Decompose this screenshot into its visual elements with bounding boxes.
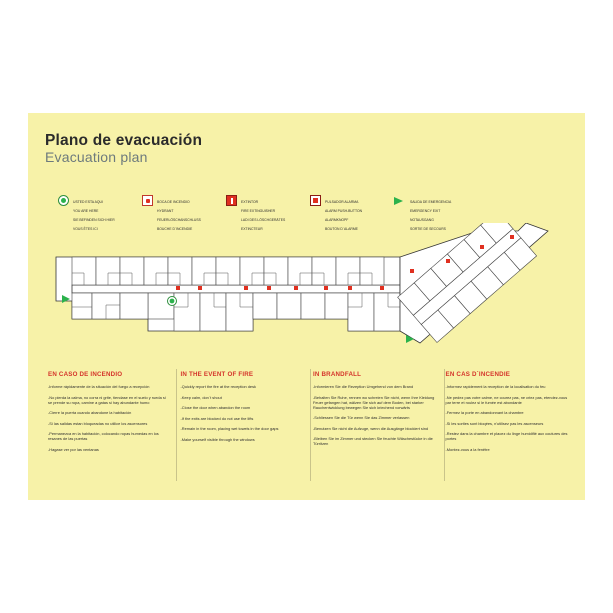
legend-line: SALIDA DE EMERGENCIA xyxy=(410,200,452,205)
emergency-exit-icon xyxy=(394,195,406,206)
instruction-item: -Hagase ver por las ventanas xyxy=(48,446,99,452)
instruction-item: -Fermez la porte en abandonnant la chambre xyxy=(445,410,524,415)
legend-line: BOUTON D´ALARME xyxy=(325,226,358,231)
you-are-here-icon xyxy=(58,195,69,206)
instruction-item: -No pierda la calma, no corra ni grite, tiendase en el suelo y rueda si se prende su ropa, camine a gatas si hay abundante humo xyxy=(48,394,166,405)
legend-line: ALARM PUSH-BUTTON xyxy=(325,209,363,214)
legend-line: VOUS ÊTES ICI xyxy=(73,226,98,231)
title-block xyxy=(45,132,202,165)
instructions-heading: EN CAS D´INCENDIE xyxy=(445,371,511,378)
instruction-item: -Permanezca en la habitación, colocando ropas humedas en los resanes de las puertas xyxy=(48,431,159,441)
legend-line: HYDRANT xyxy=(157,209,174,214)
instruction-item: -Cierre la puerta cuando abandone la habitación xyxy=(48,410,132,415)
instruction-item: -Remain in the room, placing wet towels in the door gaps xyxy=(180,426,279,431)
instruction-item: -Montez-vous a la fenêtre xyxy=(445,446,490,452)
you-are-here-marker xyxy=(168,297,177,306)
instructions-heading: IN BRANDFALL xyxy=(313,371,362,378)
legend-line: USTED ESTA AQUI xyxy=(73,200,103,205)
legend-line: EMERGENCY EXIT xyxy=(410,209,441,214)
legend-line: EXTINTOR xyxy=(241,200,259,205)
instructions-heading: IN THE EVENT OF FIRE xyxy=(180,371,254,378)
instructions-column-de xyxy=(313,371,436,457)
instructions-column-es xyxy=(48,371,171,457)
instruction-item: -Bleiben Sie im Zimmer und stecken Sie feuchte Wäschestücke in die Türritzen xyxy=(313,436,433,446)
hydrant-icon xyxy=(142,195,153,206)
legend-line: EXTINCTEUR xyxy=(241,226,263,231)
instruction-item: -Informe rápidamente de la situación del fuego a recepción xyxy=(48,384,150,389)
legend-line: BOCA DE INCENDIO xyxy=(157,200,190,205)
floor-plan xyxy=(48,223,568,368)
instructions-column-fr xyxy=(446,371,569,457)
legend-line: ALARMKNOPF xyxy=(325,218,349,223)
instruction-item: -Benutzen Sie nicht die Aufzuge, wenn die Ausgänge blockiert sind xyxy=(313,425,429,431)
instruction-item: -Close the door when abandon the room xyxy=(180,405,251,410)
fire-extinguisher-icon xyxy=(226,195,237,206)
page-title-es: Plano de evacuación xyxy=(45,132,203,149)
legend-line: LADI DES LÖSCHGERÄTES xyxy=(241,218,286,223)
instruction-item: -Restez dans la chambre et placez du linge humidifié aux coutures des portes xyxy=(445,431,568,441)
instruction-item: -Schliessen Sie die Tür wenn Sie das Zimmer verlassen xyxy=(313,415,410,420)
page-title-en: Evacuation plan xyxy=(45,149,148,165)
instruction-item: -Informieren Sie die Rezeption Umgehend von dem Brand xyxy=(313,384,414,389)
instructions-column-en xyxy=(181,371,304,457)
instruction-item: -Si les sorties sont bloqées, n'utilisez pas les ascenseurs xyxy=(445,420,544,426)
legend-line: SIE BEFINDEN SICH HIER xyxy=(73,218,115,223)
alarm-push-button-icon xyxy=(310,195,321,206)
instructions-heading: EN CASO DE INCENDIO xyxy=(48,371,123,378)
evacuation-plan-poster xyxy=(28,113,585,500)
instruction-item: -Make yourself visible through the windows xyxy=(180,436,255,442)
instruction-item: -Behalten Sie Ruhe, rennen wo schreien Sie nicht, wenn Ihre Kleidung Feuer gefangen hat, wälzen Sie sich auf dem Boden, bei starker Rauchentwicklung bewegen Sie sich kriechend vorwärts xyxy=(313,394,435,410)
legend-line: NOTAUSGANG xyxy=(410,218,434,223)
instruction-item: -Si las salidas estan bloqueadas no utilice los ascensores xyxy=(48,420,148,426)
legend-line: PULSADOR ALARMA xyxy=(325,200,359,205)
legend-line: FIRE EXTINGUISHER xyxy=(241,209,276,214)
instruction-item: -If the exits are blocked do not use the lifts xyxy=(180,415,254,421)
instruction-item: -Ne pedez pas votre calme, ne courez pas, ne criez pas, etendez-vous par terre et roulez si le fumée est abondante xyxy=(445,394,568,405)
instructions xyxy=(48,371,568,457)
legend-line: FEUERLÖSCHANSCHLUSS xyxy=(157,218,201,223)
legend-line: SORTIE DE SECOURS xyxy=(410,226,446,231)
instruction-item: -Keep calm, don´t shout xyxy=(180,394,222,400)
legend-line: BOUCHE D´INCENDIE xyxy=(157,226,193,231)
legend-line: YOU ARE HERE xyxy=(73,209,99,214)
instruction-item: -Informez rapidement la reception de la localisation du feu xyxy=(445,384,546,389)
instruction-item: -Quickly report the fire at the reception desk xyxy=(180,384,256,389)
